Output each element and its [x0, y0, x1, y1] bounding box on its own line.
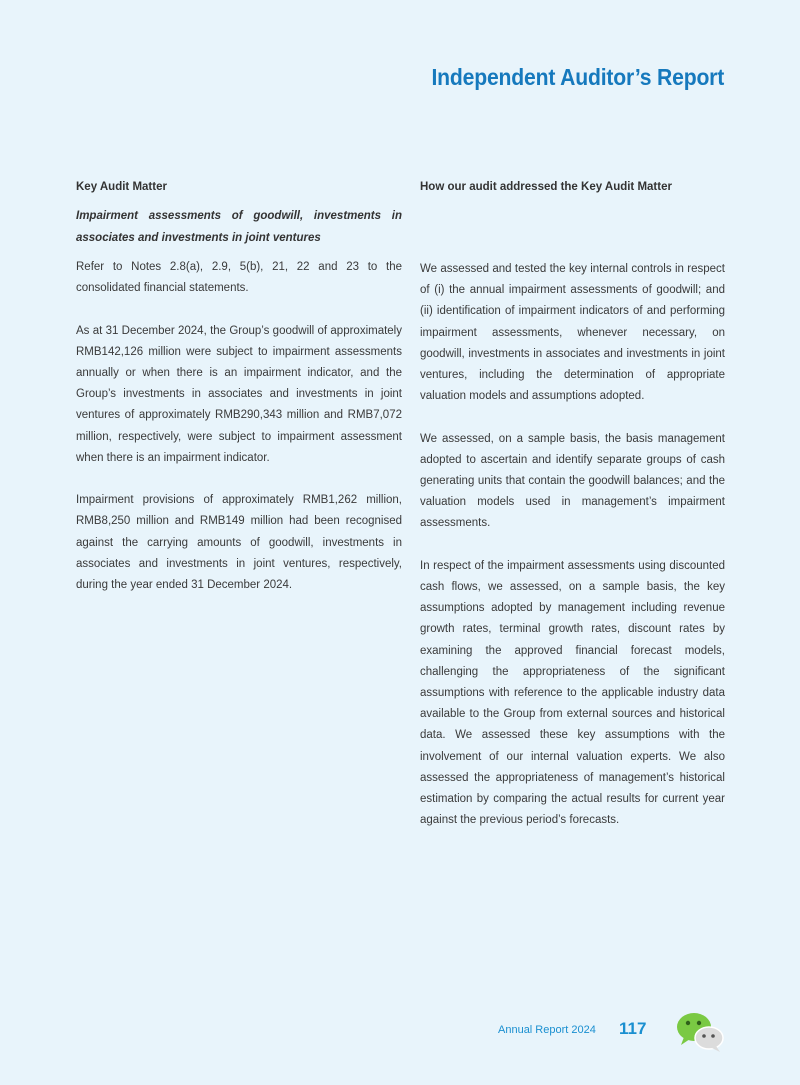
key-audit-matter-column — [76, 177, 402, 617]
key-audit-matter-body — [76, 257, 402, 596]
audit-response-heading: How our audit addressed the Key Audit Matter — [420, 181, 672, 193]
page-number: 117 — [619, 1019, 647, 1038]
right-paragraph-2: We assessed, on a sample basis, the basis management adopted to ascertain and identify separate groups of cash generating units that contain the goodwill balances; and the valuation models used in management’s impairment assessments. — [420, 432, 725, 530]
left-paragraph-1: Refer to Notes 2.8(a), 2.9, 5(b), 21, 22 and 23 to the consolidated financial statements. — [76, 261, 402, 295]
annual-report-label: Annual Report 2024 — [498, 1024, 596, 1036]
right-paragraph-3: In respect of the impairment assessments using discounted cash flows, we assessed, on a sample basis, the key assumptions adopted by management including revenue growth rates, terminal growth rates, discount rates by examining the approved financial forecast models, challenging the appropriateness of the significant assumptions with reference to the applicable industry data available to the Group from external sources and historical data. We assessed these key assumptions with the involvement of our internal valuation experts. We also assessed the appropriateness of management’s historical estimation by comparing the actual results for current year against the previous period’s forecasts. — [420, 559, 725, 827]
left-paragraph-3: Impairment provisions of approximately RMB1,262 million, RMB8,250 million and RMB149 million had been recognised against the carrying amounts of goodwill, investments in associates and investments in joint ventures, respectively, during the year ended 31 December 2024. — [76, 494, 402, 592]
wechat-logo-icon — [674, 1010, 726, 1052]
audit-response-column — [420, 177, 725, 827]
right-paragraph-1: We assessed and tested the key internal controls in respect of (i) the annual impairment assessments of goodwill; and (ii) identification of impairment indicators of and performing impairment assessments, whenever necessary, on goodwill, investments in associates and investments in joint ventures, including the determination of appropriate valuation models and assumptions adopted. — [420, 263, 725, 403]
audit-response-body — [420, 259, 725, 853]
left-paragraph-2: As at 31 December 2024, the Group’s goodwill of approximately RMB142,126 million were subject to impairment assessments annually or when there is an impairment indicator, and the Group’s investments in associates and investments in joint ventures of approximately RMB290,343 million and RMB7,072 million, respectively, were subject to impairment assessment when there is an impairment indicator. — [76, 324, 402, 464]
key-audit-matter-heading: Key Audit Matter — [76, 181, 167, 193]
page-title: Independent Auditor’s Report — [431, 64, 724, 90]
key-audit-matter-subheading: Impairment assessments of goodwill, investments in associates and investments in joint ventures — [76, 210, 402, 244]
